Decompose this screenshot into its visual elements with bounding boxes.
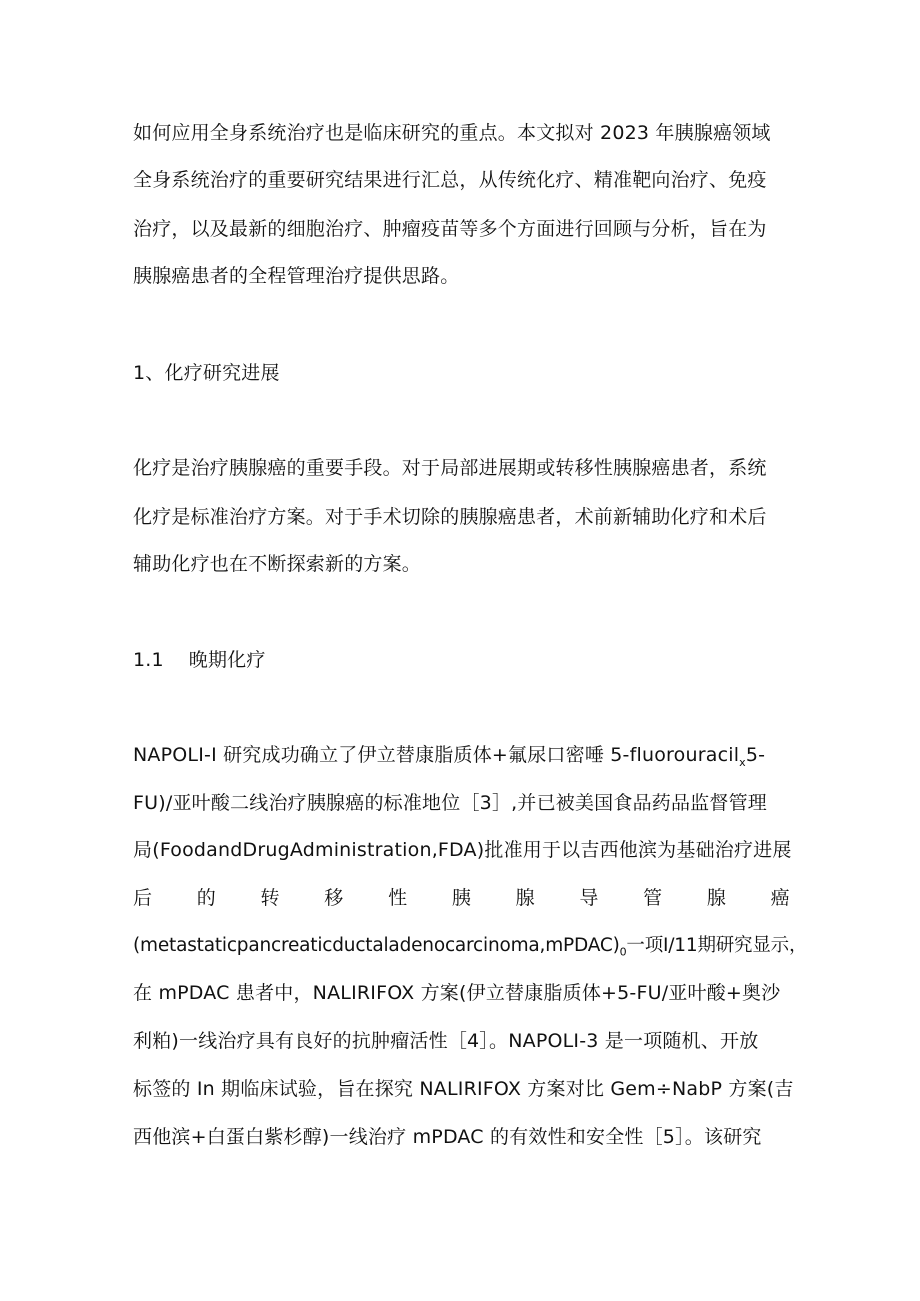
intro-line-1: 如何应用全身系统治疗也是临床研究的重点。本文拟对 2023 年胰腺癌领域 — [133, 122, 771, 144]
intro-line-2: 全身系统治疗的重要研究结果进行汇总，从传统化疗、精准靶向治疗、免疫 — [133, 169, 767, 191]
subscript-0: 0 — [619, 945, 627, 959]
justified-char: 导 — [579, 887, 599, 909]
justified-char: 腺 — [706, 887, 727, 909]
subscript-x: x — [739, 755, 746, 769]
justified-char: 的 — [196, 887, 216, 909]
justified-char: 胰 — [451, 887, 472, 909]
napoli-line-5-a: (metastaticpancreaticductaladenocarcinoma,mPDAC) — [133, 935, 620, 956]
section-1-heading: 1、化疗研究进展 — [133, 362, 280, 384]
napoli-line-6: 在 mPDAC 患者中，NALIRIFOX 方案(伊立替康脂质体+5-FU/亚叶酸+奥沙 — [133, 982, 781, 1004]
chemo-line-1: 化疗是治疗胰腺癌的重要手段。对于局部进展期或转移性胰腺癌患者，系统 — [133, 457, 767, 479]
napoli-line-2: FU)/亚叶酸二线治疗胰腺癌的标准地位［3］,并已被美国食品药品监督管理 — [133, 792, 767, 814]
section-1-1-heading: 1.1 晚期化疗 — [133, 649, 266, 671]
napoli-line-3: 局(FoodandDrugAdministration,FDA)批准用于以吉西他滨为基础治疗进展 — [133, 839, 792, 861]
justified-char: 后 — [133, 887, 153, 909]
napoli-line-1-tail: 5- — [745, 744, 766, 766]
napoli-line-5 — [133, 934, 807, 965]
napoli-line-9: 西他滨+白蛋白紫杉醇)一线治疗 mPDAC 的有效性和安全性［5］。该研究 — [133, 1126, 762, 1148]
napoli-line-8: 标签的 In 期临床试验，旨在探究 NALIRIFOX 方案对比 Gem÷NabP 方案(吉 — [133, 1078, 794, 1100]
intro-line-4: 胰腺癌患者的全程管理治疗提供思路。 — [133, 265, 460, 287]
justified-char: 性 — [388, 887, 408, 909]
napoli-line-7: 利粕)一线治疗具有良好的抗肿瘤活性［4］。NAPOLI-3 是一项随机、开放 — [133, 1030, 759, 1052]
napoli-line-4 — [133, 886, 790, 910]
intro-line-3: 治疗，以及最新的细胞治疗、肿瘤疫苗等多个方面进行回顾与分析，旨在为 — [133, 218, 767, 240]
justified-char: 癌 — [770, 887, 790, 909]
justified-char: 移 — [324, 887, 344, 909]
napoli-line-5-b: 一项I/11期研究显示， — [626, 935, 808, 956]
justified-char: 腺 — [515, 887, 535, 909]
chemo-line-3: 辅助化疗也在不断探索新的方案。 — [133, 553, 422, 575]
napoli-line-1-text: NAPOLI-I 研究成功确立了伊立替康脂质体+氟尿口密唾 5-fluorouracil — [133, 744, 740, 766]
justified-char: 管 — [643, 887, 663, 909]
napoli-line-1 — [133, 743, 765, 775]
chemo-line-2: 化疗是标准治疗方案。对于手术切除的胰腺癌患者，术前新辅助化疗和术后 — [133, 506, 767, 528]
justified-char: 转 — [260, 887, 280, 909]
